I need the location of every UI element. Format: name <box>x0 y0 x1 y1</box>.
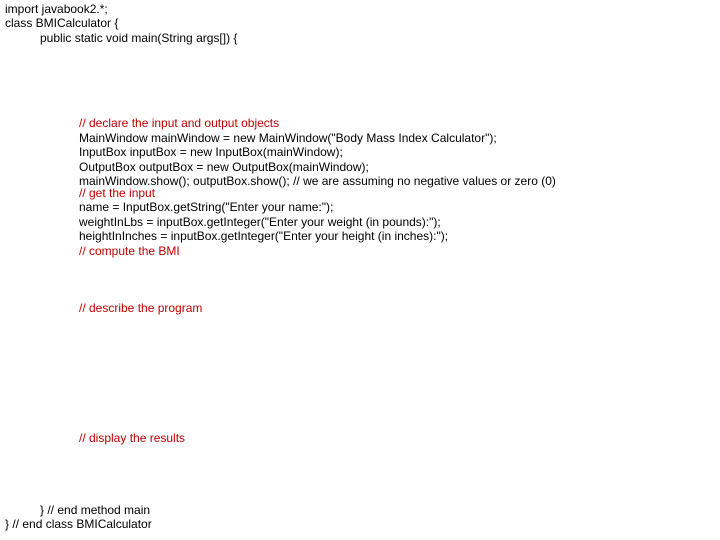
input-box-statement: InputBox inputBox = new InputBox(mainWindow); <box>79 145 343 159</box>
comment-describe-program: // describe the program <box>79 301 203 315</box>
end-class: } // end class BMICalculator <box>5 517 152 531</box>
main-method-declaration: public static void main(String args[]) { <box>40 31 238 45</box>
comment-declare-objects: // declare the input and output objects <box>79 116 280 130</box>
comment-display-results: // display the results <box>79 431 186 445</box>
show-statement: mainWindow.show(); outputBox.show(); // we are assuming no negative values or zero (0) <box>79 174 556 188</box>
import-statement: import javabook2.*; <box>5 2 108 16</box>
comment-get-input: // get the input <box>79 186 156 200</box>
weight-statement: weightInLbs = inputBox.getInteger("Enter your weight (in pounds):"); <box>79 215 441 229</box>
class-declaration: class BMICalculator { <box>5 16 119 30</box>
main-window-statement: MainWindow mainWindow = new MainWindow("Body Mass Index Calculator"); <box>79 131 497 145</box>
output-box-statement: OutputBox outputBox = new OutputBox(mainWindow); <box>79 160 369 174</box>
name-statement: name = InputBox.getString("Enter your name:"); <box>79 200 334 214</box>
height-statement: heightInInches = inputBox.getInteger("Enter your height (in inches):"); <box>79 229 449 243</box>
end-main-method: } // end method main <box>40 503 151 517</box>
comment-compute-bmi: // compute the BMI <box>79 244 180 258</box>
